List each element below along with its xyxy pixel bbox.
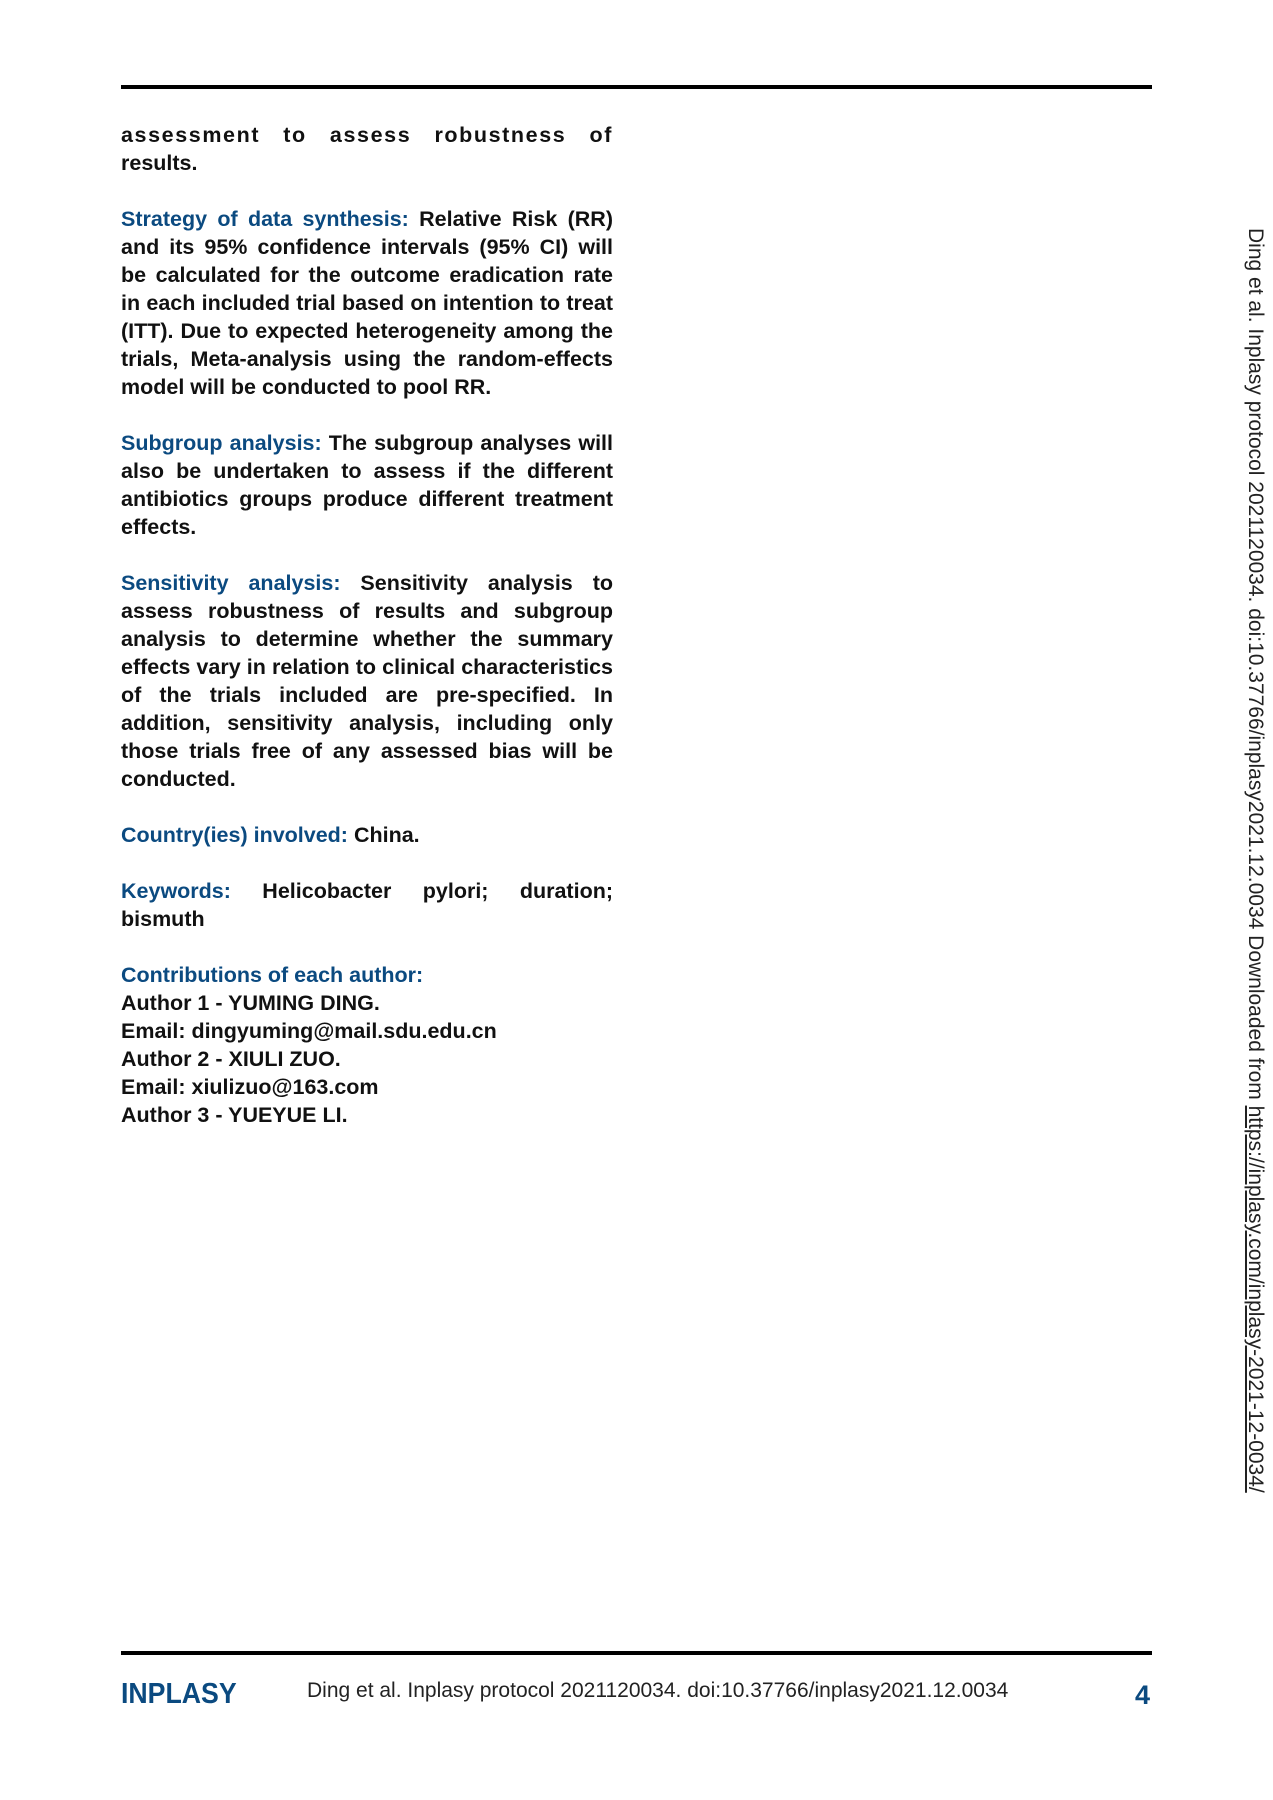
subgroup-paragraph	[121, 429, 613, 541]
page-number: 4	[1135, 1680, 1151, 1710]
synthesis-label: Strategy of data synthesis:	[121, 207, 409, 231]
continuation-line-2: results.	[121, 151, 198, 175]
author-1-email: Email: dingyuming@mail.sdu.edu.cn	[121, 1019, 497, 1043]
keywords-label: Keywords:	[121, 879, 231, 903]
side-download-link[interactable]: https://inplasy.com/inplasy-2021-12-0034/	[1244, 1105, 1267, 1493]
country-paragraph	[121, 821, 613, 849]
author-1: Author 1 - YUMING DING.	[121, 991, 380, 1015]
side-margin	[1245, 228, 1273, 1608]
synthesis-text: Relative Risk (RR) and its 95% confidence intervals (95% CI) will be calculated for the outcome eradication rate in each included trial based on intention to treat (ITT). Due to expected heterogeneity among the trials, Meta-analysis using the random-effects model will be conducted to pool RR.	[121, 207, 613, 399]
sensitivity-label: Sensitivity analysis:	[121, 571, 341, 595]
side-citation	[1243, 228, 1267, 1493]
contributions-label: Contributions of each author:	[121, 963, 424, 987]
footer-rule	[121, 1651, 1152, 1655]
continuation-paragraph	[121, 121, 613, 177]
footer-citation: Ding et al. Inplasy protocol 2021120034. doi:10.37766/inplasy2021.12.0034	[307, 1679, 1009, 1702]
inplasy-logo: INPLASY	[121, 1678, 237, 1710]
sensitivity-text: Sensitivity analysis to assess robustness of results and subgroup analysis to determine whether the summary effects vary in relation to clinical characteristics of the trials included are pre-specified. In addition, sensitivity analysis, including only those trials free of any assessed bias will be conducted.	[121, 571, 613, 791]
country-text: China.	[347, 823, 420, 847]
author-3: Author 3 - YUEYUE LI.	[121, 1103, 348, 1127]
contributions-block	[121, 961, 613, 1129]
main-column	[121, 121, 613, 1157]
keywords-text: Helicobacter pylori; duration; bismuth	[121, 879, 613, 931]
header-rule	[121, 85, 1152, 89]
sensitivity-paragraph	[121, 569, 613, 793]
synthesis-paragraph	[121, 205, 613, 401]
subgroup-label: Subgroup analysis:	[121, 431, 322, 455]
continuation-line-1: assessment to assess robustness of	[121, 123, 613, 147]
keywords-paragraph	[121, 877, 613, 933]
author-2-email: Email: xiulizuo@163.com	[121, 1075, 379, 1099]
subgroup-text: The subgroup analyses will also be undertaken to assess if the different antibiotics groups produce different treatment effects.	[121, 431, 613, 539]
side-citation-text: Ding et al. Inplasy protocol 2021120034. doi:10.37766/inplasy2021.12.0034 Downloaded from	[1244, 228, 1267, 1106]
country-label: Country(ies) involved:	[121, 823, 348, 847]
author-2: Author 2 - XIULI ZUO.	[121, 1047, 341, 1071]
